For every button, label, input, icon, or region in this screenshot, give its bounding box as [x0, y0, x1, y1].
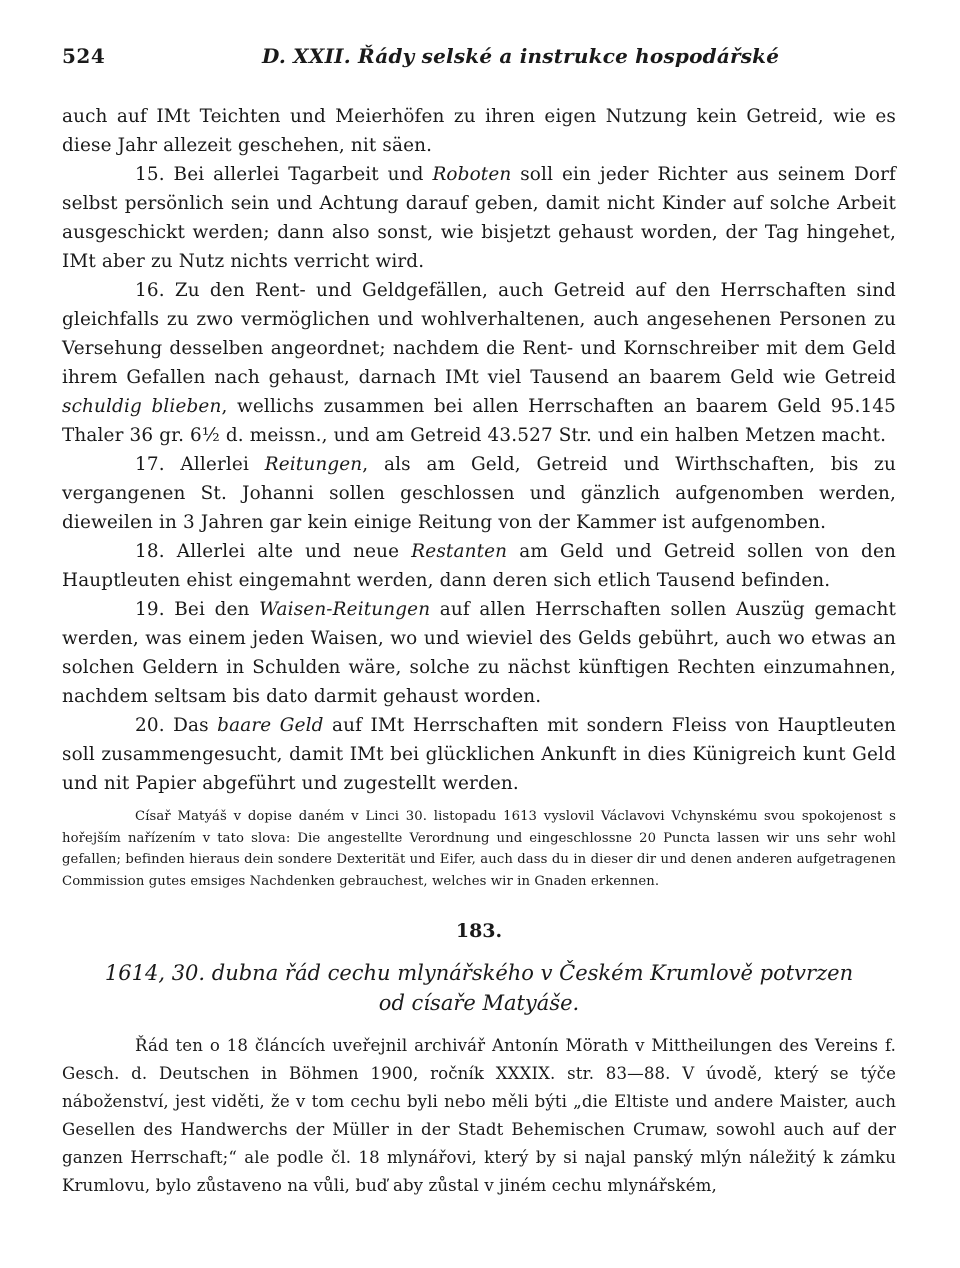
paragraph-article-19: 19. Bei den Waisen-Reitungen auf allen Herrschaften sollen Auszüg gemacht werden, was einem jeden Waisen, wo und wieviel des Gelds gebührt, auch wo etwas an solchen Geldern in Schulden wäre, solche zu nächst künftigen Rechten einzumahnen, nachdem seltsam bis dato darmit gehaust worden.: [62, 599, 896, 707]
body-text: [62, 102, 896, 798]
italic-term: schuldig blieben: [62, 396, 222, 417]
page-number: 524: [62, 44, 106, 68]
running-title: D. XXII. Řády selské a instrukce hospodářské: [262, 44, 780, 68]
page-header: [62, 44, 896, 84]
italic-term: Waisen-Reitungen: [259, 599, 431, 620]
italic-term: Roboten: [432, 164, 512, 185]
editorial-note: Císař Matyáš v dopise daném v Linci 30. listopadu 1613 vyslovil Václavovi Vchynskému svou spokojenost s hořejším nařízením v tato slova: Die angestellte Verordnung und eingeschlossne 20 Puncta lassen wir uns sehr wohl gefallen; befinden hieraus dein sondere Dexterität und Eifer, auch dass du in dieser dir und denen anderen aufgetragenen Commission gutes emsiges Nachdenken gebrauchest, welches wir in Gnaden erkennen.: [62, 809, 896, 889]
italic-term: Restanten: [411, 541, 508, 562]
paragraph-article-18: 18. Allerlei alte und neue Restanten am Geld und Getreid sollen von den Hauptleuten ehist eingemahnt werden, dann deren sich etlich Tausend befinden.: [62, 541, 896, 591]
italic-term: Reitungen: [264, 454, 363, 475]
paragraph-article-17: 17. Allerlei Reitungen, als am Geld, Getreid und Wirthschaften, bis zu vergangenen St. Johanni sollen geschlossen und gänzlich aufgenomben werden, dieweilen in 3 Jahren gar kein einige Reitung von der Kammer ist aufgenomben.: [62, 454, 896, 533]
italic-term: baare Geld: [217, 715, 324, 736]
document-title-line-2: od císaře Matyáše.: [378, 991, 580, 1015]
paragraph-continuation: auch auf IMt Teichten und Meierhöfen zu ihren eigen Nutzung kein Getreid, wie es diese Jahr allezeit geschehen, nit säen.: [62, 106, 896, 156]
document-title-line-1: 1614, 30. dubna řád cechu mlynářského v Českém Krumlově potvrzen: [104, 961, 854, 985]
document-intro: Řád ten o 18 článcích uveřejnil archivář Antonín Mörath v Mittheilungen des Vereins f. Gesch. d. Deutschen in Böhmen 1900, ročník XXXIX. str. 83—88. V úvodě, který se týče náboženství, jest viděti, že v tom cechu byli nebo měli býti „die Eltiste und andere Maister, auch Gesellen des Handwerchs der Müller in der Stadt Behemischen Crumaw, sowohl auch auf der ganzen Herrschaft;“ ale podle čl. 18 mlynářovi, který by si najal panský mlýn náležitý k zámku Krumlovu, bylo zůstaveno na vůli, buď aby zůstal v jiném cechu mlynářském,: [62, 1036, 896, 1195]
paragraph-article-15: 15. Bei allerlei Tagarbeit und Roboten soll ein jeder Richter aus seinem Dorf selbst persönlich sein und Achtung darauf geben, damit nicht Kinder auf solche Arbeit ausgeschickt werden; dann also sonst, wie bisjetzt gehaust worden, der Tag hingehet, IMt aber zu Nutz nichts verricht wird.: [62, 164, 896, 272]
paragraph-article-20: 20. Das baare Geld auf IMt Herrschaften mit sondern Fleiss von Hauptleuten soll zusammengesucht, damit IMt bei glücklichen Ankunft in dies Künigreich kunt Geld und nit Papier abgeführt und zugestellt werden.: [62, 715, 896, 794]
paragraph-article-16: 16. Zu den Rent- und Geldgefällen, auch Getreid auf den Herrschaften sind gleichfalls zu zwo vermöglichen und wohlverhaltenen, auch angesehenen Personen zu Versehung desselben angeordnet; nachdem die Rent- und Kornschreiber mit dem Geld ihrem Gefallen nach gehaust, darnach IMt viel Tausend an baarem Geld wie Getreid schuldig blieben, wellichs zusammen bei allen Herrschaften an baarem Geld 95.145 Thaler 36 gr. 6½ d. meissn., und am Getreid 43.527 Str. und ein halben Metzen macht.: [62, 280, 896, 446]
document-number: 183.: [455, 920, 503, 942]
document-title: [62, 958, 896, 1018]
